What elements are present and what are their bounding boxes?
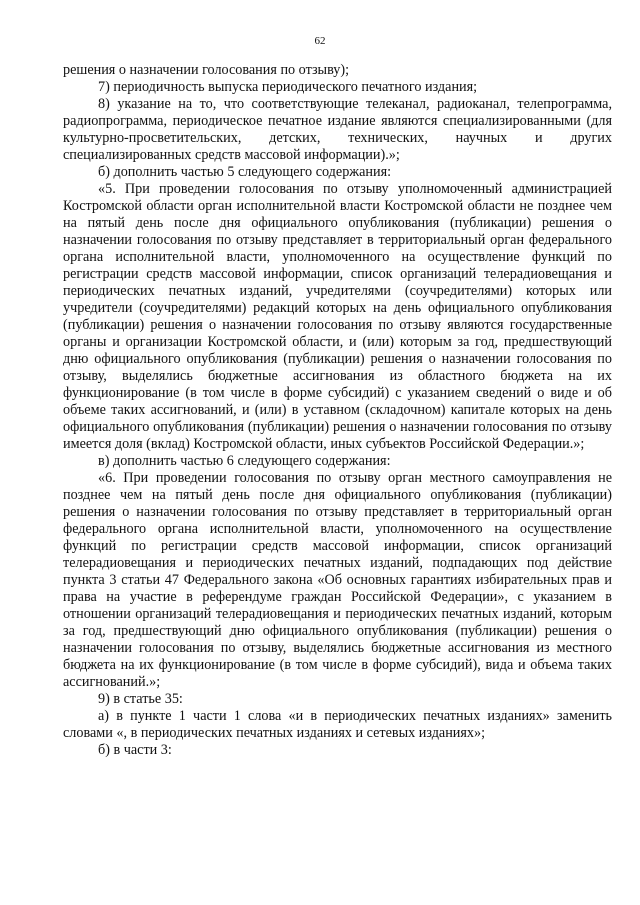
paragraph: б) в части 3: <box>98 742 172 758</box>
paragraph: решения о назначении голосования по отзыву); <box>63 62 350 78</box>
paragraph: в) дополнить частью 6 следующего содержания: <box>98 453 391 469</box>
paragraph: 9) в статье 35: <box>98 691 183 707</box>
paragraph: «5. При проведении голосования по отзыву уполномоченный администрацией Костромской области орган исполнительной власти Костромской области не позднее чем на пятый день после дня официального опубликования (публикации) решения о назначении голосования по отзыву представляет в территориальный орган федерального органа исполнительной власти, уполномоченного на осуществление функций по регистрации средств массовой информации, список организаций телерадиовещания и периодических печатных изданий, учредителями (соучредителями) которых или учредители (соучредителями) редакций которых на день официального опубликования (публикации) решения о назначении голосования по отзыву являются государственные органы и организации Костромской области, и (или) которым за год, предшествующий дню официального опубликования (публикации) решения о назначении голосования по отзыву, выделялись бюджетные ассигнования из областного бюджета на их функционирование (в том числе в форме субсидий) с указанием сведений о виде и об объеме таких ассигнований, и (или) в уставном (складочном) капитале которых на день официального опубликования (публикации) решения о назначении голосования по отзыву имеется доля (вклад) Костромской области, иных субъектов Российской Федерации.»; <box>63 181 612 452</box>
paragraph: 8) указание на то, что соответствующие телеканал, радиоканал, телепрограмма, радиопрограмма, периодическое печатное издание являются специализированными (для культурно-просветительских, детских, технических, научных и других специализированных средств массовой информации).»; <box>63 96 612 163</box>
paragraph: «6. При проведении голосования по отзыву орган местного самоуправления не позднее чем на пятый день после дня официального опубликования (публикации) решения о назначении голосования по отзыву представляет в территориальный орган федерального органа исполнительной власти, уполномоченного на осуществление функций по регистрации средств массовой информации, список организаций телерадиовещания и периодических печатных изданий, подпадающих под действие пункта 3 статьи 47 Федерального закона «Об основных гарантиях избирательных прав и права на участие в референдуме граждан Российской Федерации», с указанием в отношении организаций телерадиовещания и периодических печатных изданий, которым за год, предшествующий дню официального опубликования (публикации) решения о назначении голосования по отзыву, выделялись бюджетные ассигнования из местного бюджета на их функционирование (в том числе в форме субсидий), вида и объема таких ассигнований.»; <box>63 470 612 690</box>
page-number: 62 <box>314 35 326 47</box>
paragraph: б) дополнить частью 5 следующего содержания: <box>98 164 392 180</box>
paragraph: а) в пункте 1 части 1 слова «и в периодических печатных изданиях» заменить словами «, в периодических печатных изданиях и сетевых изданиях»; <box>63 708 612 741</box>
document-body <box>63 62 612 759</box>
paragraph: 7) периодичность выпуска периодического печатного издания; <box>98 79 478 95</box>
